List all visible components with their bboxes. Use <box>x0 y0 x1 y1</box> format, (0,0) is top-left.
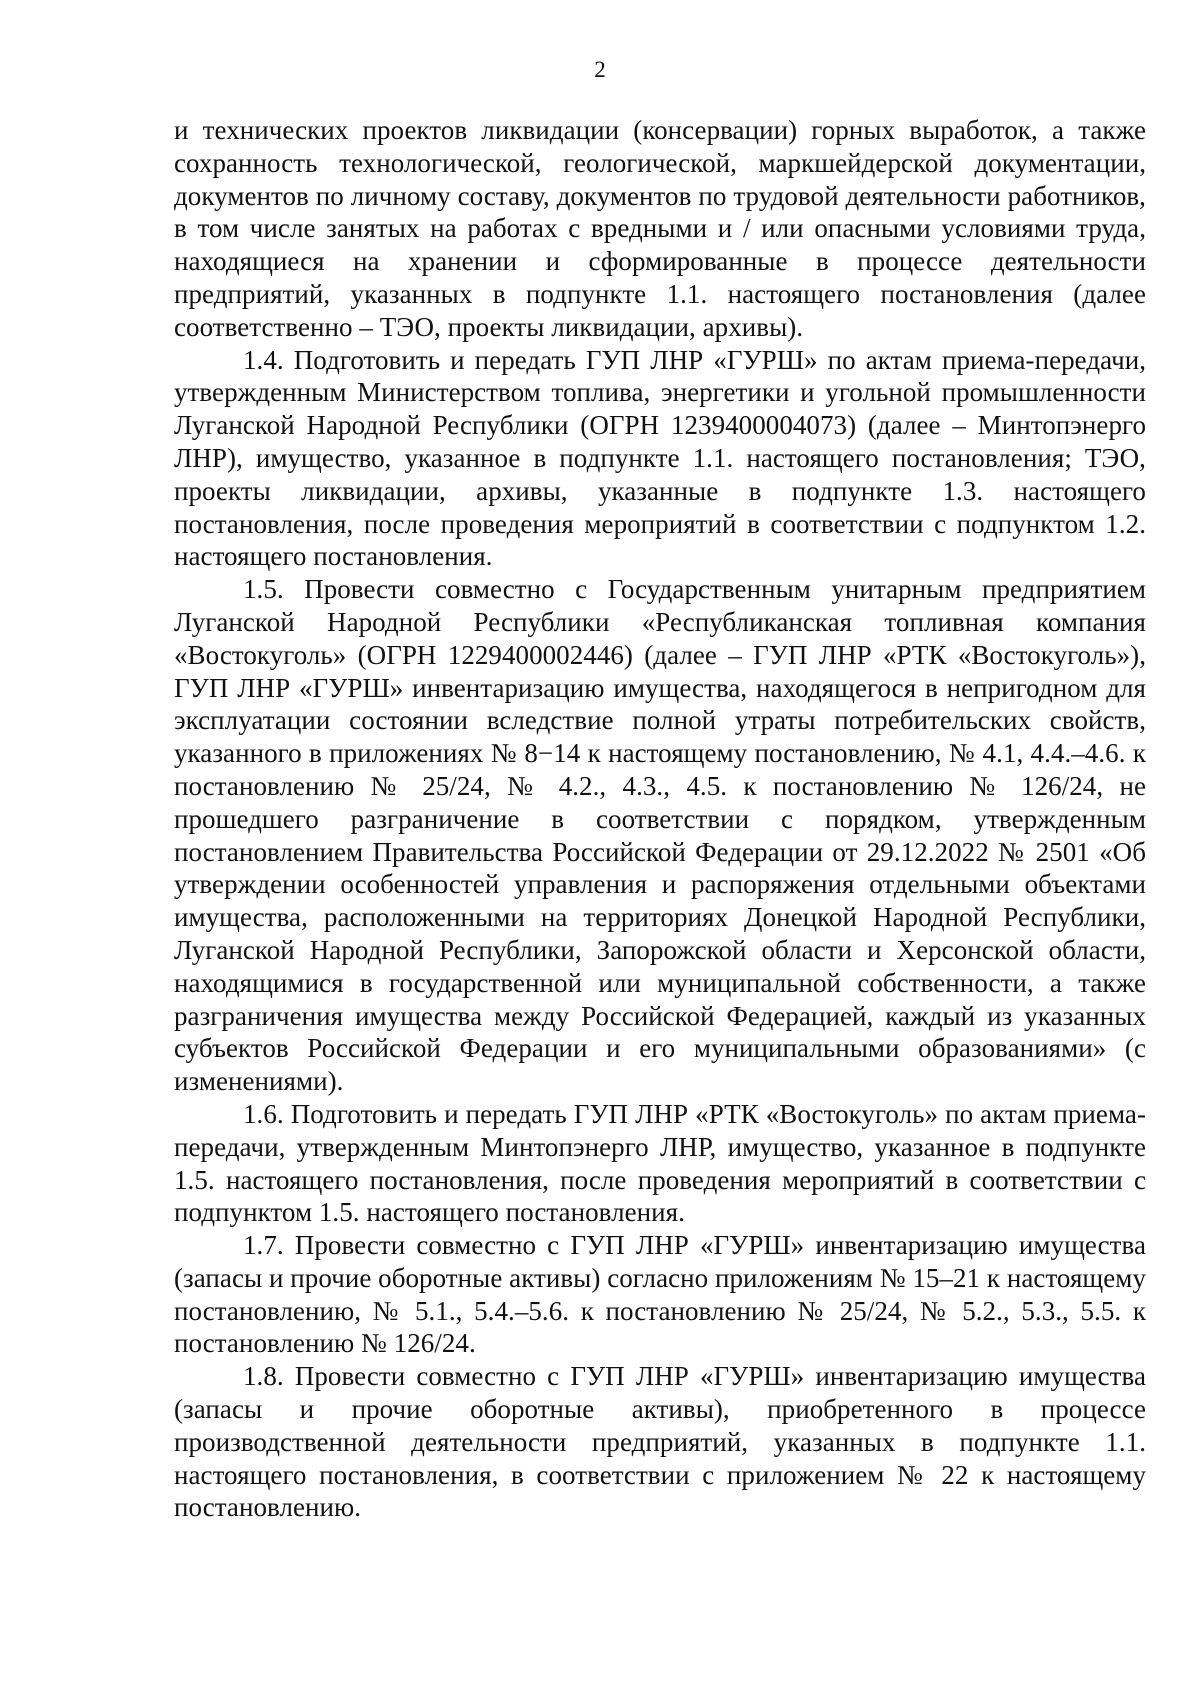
page-number: 2 <box>594 57 606 82</box>
paragraph-1-5: 1.5. Провести совместно с Государственным унитарным предприятием Луганской Народной Республики «Республиканская топливная компания «Востокуголь» (ОГРН 1229400002446) (далее – ГУП ЛНР «РТК «Востокуголь»), ГУП ЛНР «ГУРШ» инвентаризацию имущества, находящегося в непригодном для эксплуатации состоянии вследствие полной утраты потребительских свойств, указанного в приложениях № 8−14 к настоящему постановлению, № 4.1, 4.4.–4.6. к постановлению № 25/24, № 4.2., 4.3., 4.5. к постановлению № 126/24, не прошедшего разграничение в соответствии с порядком, утвержденным постановлением Правительства Российской Федерации от 29.12.2022 № 2501 «Об утверждении особенностей управления и распоряжения отдельными объектами имущества, расположенными на территориях Донецкой Народной Республики, Луганской Народной Республики, Запорожской области и Херсонской области, находящимися в государственной или муниципальной собственности, а также разграничения имущества между Российской Федерацией, каждый из указанных субъектов Российской Федерации и его муниципальными образованиями» (с изменениями). <box>174 574 1146 1097</box>
paragraph-1-6: 1.6. Подготовить и передать ГУП ЛНР «РТК «Востокуголь» по актам приема-передачи, утвержденным Минтопэнерго ЛНР, имущество, указанное в подпункте 1.5. настоящего постановления, после проведения мероприятий в соответствии с подпунктом 1.5. настоящего постановления. <box>174 1098 1146 1228</box>
paragraph-continuation: и технических проектов ликвидации (консервации) горных выработок, а также сохранность технологической, геологической, маркшейдерской документации, документов по личному составу, документов по трудовой деятельности работников, в том числе занятых на работах с вредными и / или опасными условиями труда, находящиеся на хранении и сформированные в процессе деятельности предприятий, указанных в подпункте 1.1. настоящего постановления (далее соответственно – ТЭО, проекты ликвидации, архивы). <box>174 115 1146 342</box>
paragraph-1-8: 1.8. Провести совместно с ГУП ЛНР «ГУРШ» инвентаризацию имущества (запасы и прочие оборотные активы), приобретенного в процессе производственной деятельности предприятий, указанных в подпункте 1.1. настоящего постановления, в соответствии с приложением № 22 к настоящему постановлению. <box>174 1361 1146 1523</box>
paragraph-1-4: 1.4. Подготовить и передать ГУП ЛНР «ГУРШ» по актам приема-передачи, утвержденным Министерством топлива, энергетики и угольной промышленности Луганской Народной Республики (ОГРН 1239400004073) (далее – Минтопэнерго ЛНР), имущество, указанное в подпункте 1.1. настоящего постановления; ТЭО, проекты ликвидации, архивы, указанные в подпункте 1.3. настоящего постановления, после проведения мероприятий в соответствии с подпунктом 1.2. настоящего постановления. <box>174 344 1146 572</box>
paragraph-1-7: 1.7. Провести совместно с ГУП ЛНР «ГУРШ» инвентаризацию имущества (запасы и прочие оборотные активы) согласно приложениям № 15–21 к настоящему постановлению, № 5.1., 5.4.–5.6. к постановлению № 25/24, № 5.2., 5.3., 5.5. к постановлению № 126/24. <box>174 1230 1146 1359</box>
document-body <box>174 114 1146 1524</box>
